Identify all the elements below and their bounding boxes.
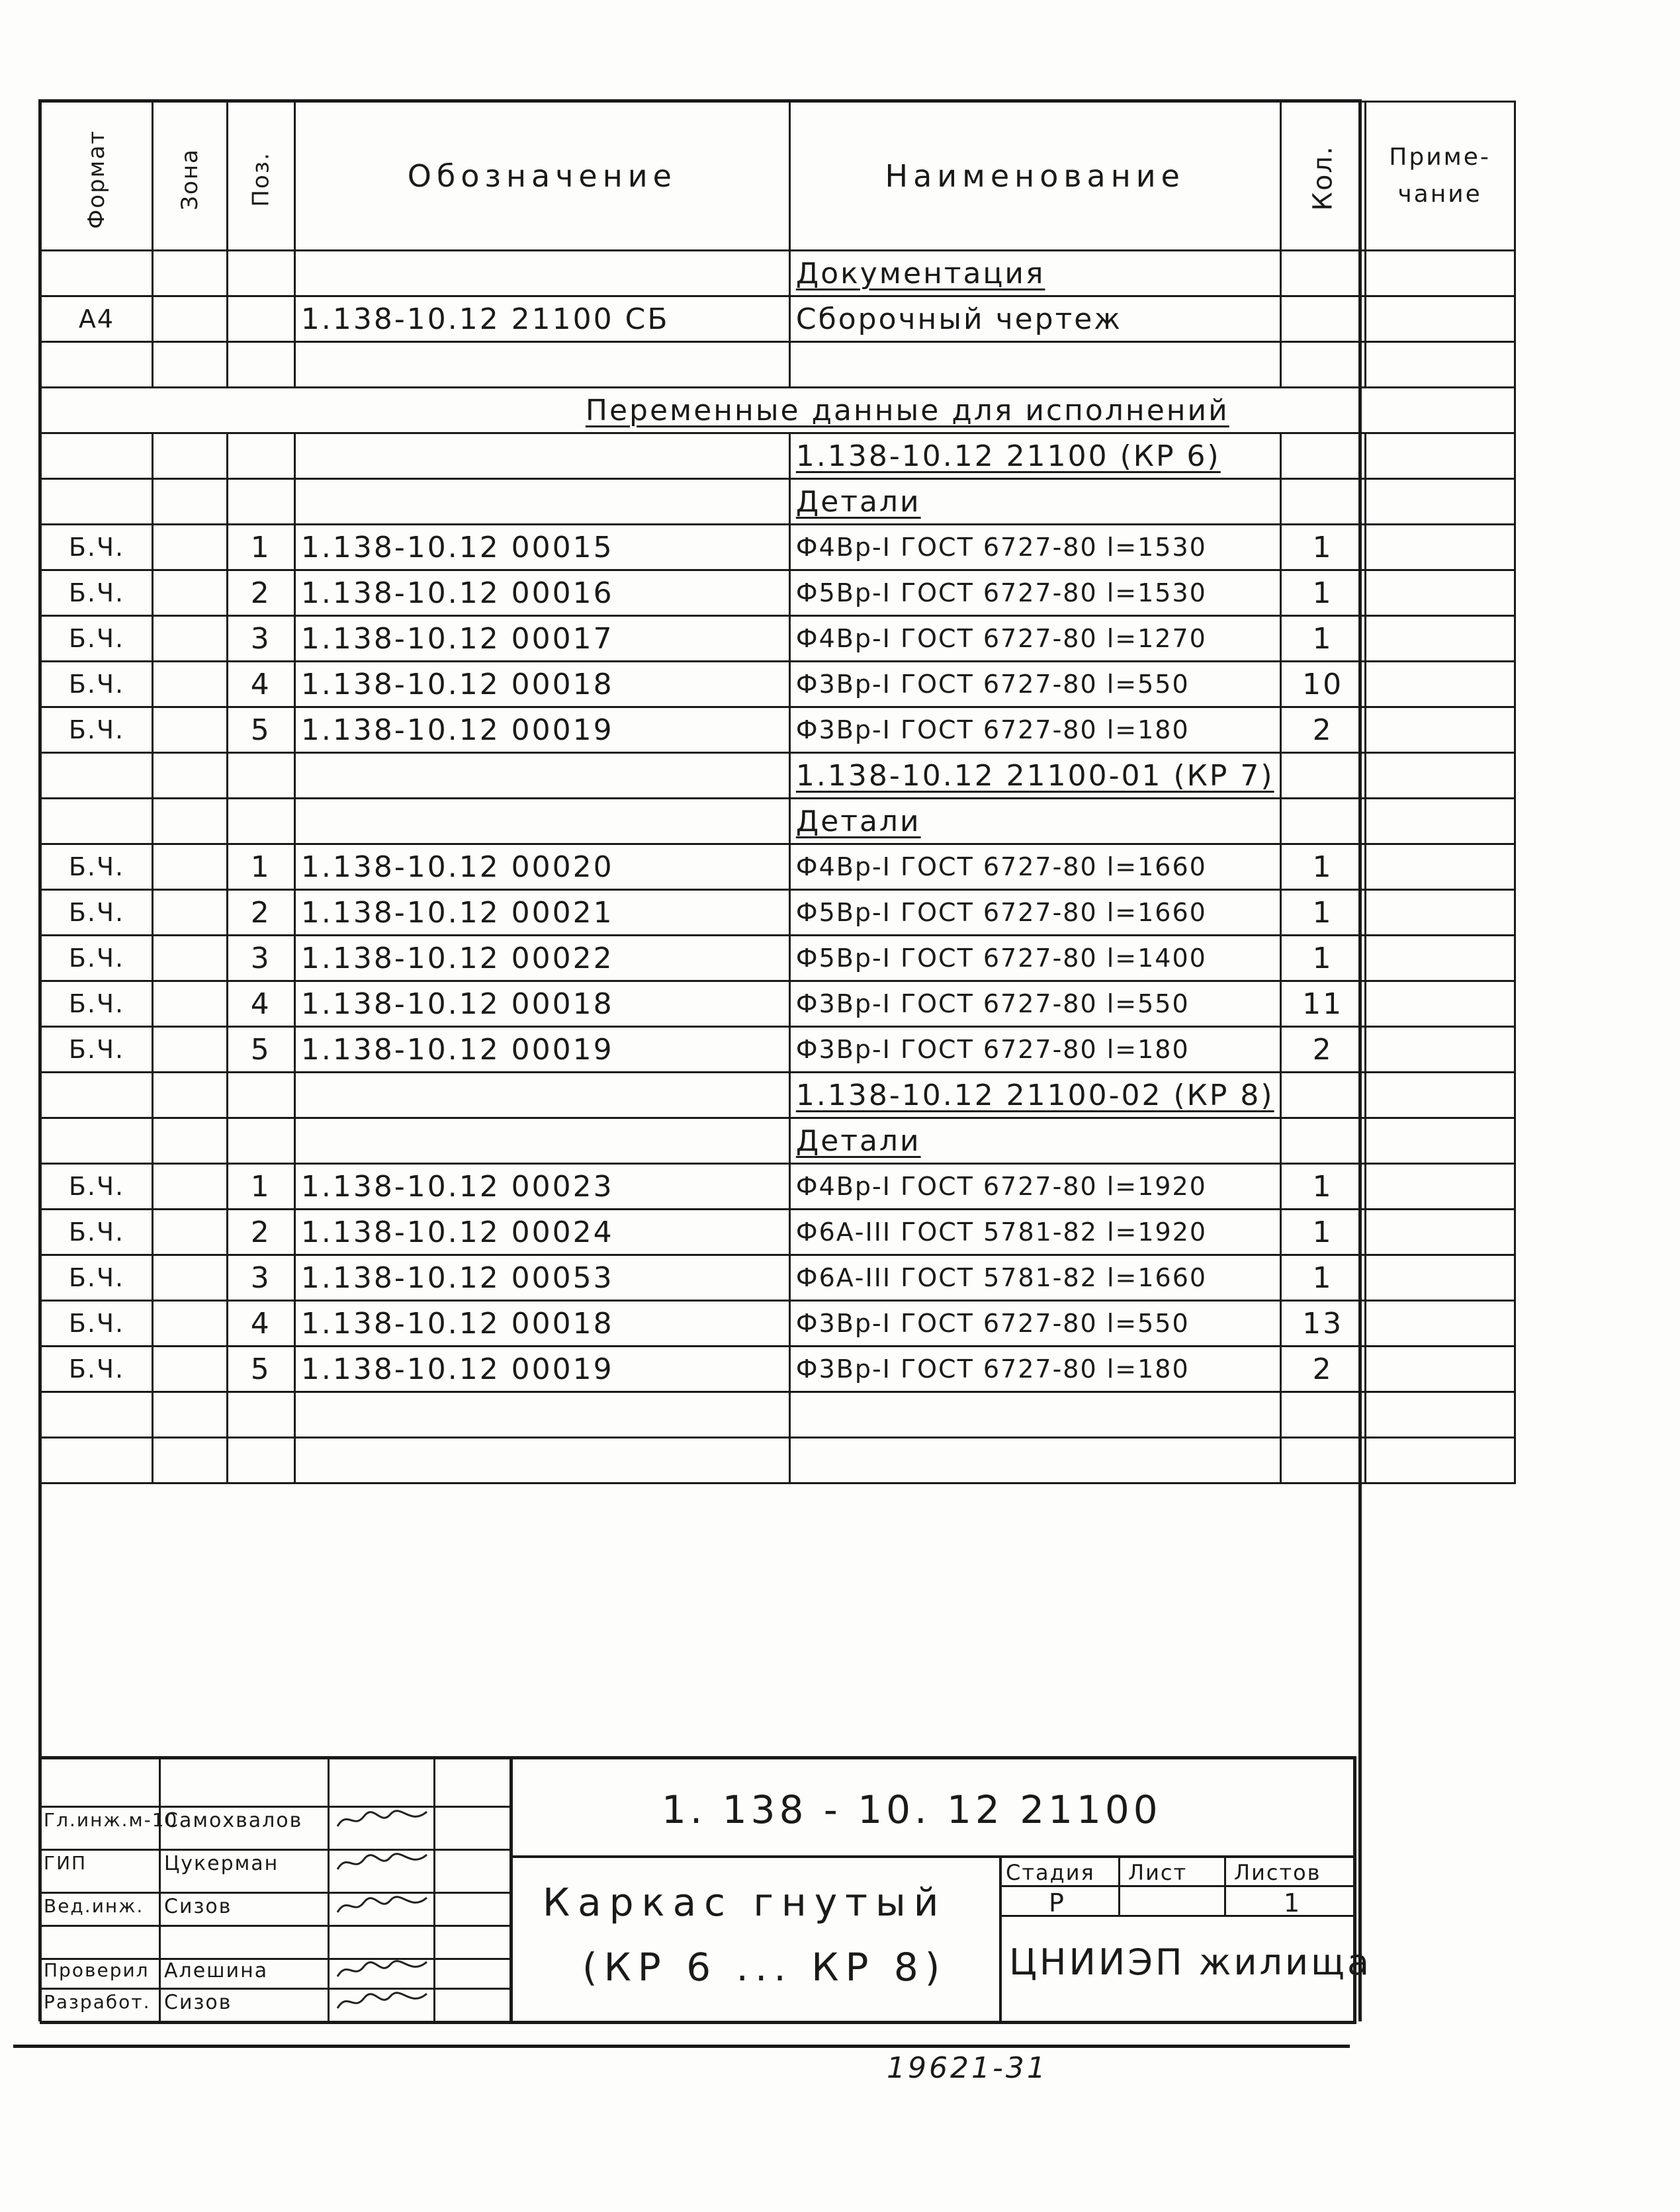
- empty-cell: [294, 1438, 789, 1483]
- bottom-rule: [13, 2045, 1350, 2048]
- empty-cell: [1365, 936, 1515, 981]
- header-designation: Обозначение: [294, 102, 789, 251]
- cell-format: Б.Ч.: [41, 981, 153, 1027]
- cell-pos: 3: [227, 616, 294, 662]
- cell-format: Б.Ч.: [41, 707, 153, 753]
- cell-qty: 1: [1280, 1164, 1365, 1210]
- empty-cell: [152, 296, 227, 342]
- cell-name: Ф5Вр-I ГОСТ 6727-80 l=1660: [789, 890, 1280, 936]
- cell-designation: 1.138-10.12 00053: [294, 1255, 789, 1301]
- variant-row: [41, 433, 1515, 479]
- empty-cell: [1365, 296, 1515, 342]
- section-variable-data: Переменные данные для исполнений: [41, 388, 1515, 433]
- empty-cell: [227, 1438, 294, 1483]
- organization-name: ЦНИИЭП жилища: [1009, 1941, 1372, 1983]
- empty-cell: [1365, 707, 1515, 753]
- empty-cell: [1280, 1392, 1365, 1438]
- empty-cell: [41, 1118, 153, 1164]
- empty-cell: [294, 1073, 789, 1118]
- cell-pos: 4: [227, 662, 294, 707]
- empty-cell: [227, 1073, 294, 1118]
- drawing-subtitle: (КР 6 ... КР 8): [582, 1945, 947, 1990]
- cell-name: Ф6А-III ГОСТ 5781-82 l=1660: [789, 1255, 1280, 1301]
- empty-cell: [294, 251, 789, 296]
- header-qty: Кол.: [1280, 102, 1365, 251]
- handwritten-signature: [334, 1957, 433, 1983]
- table-row: [41, 1027, 1515, 1073]
- cell-name: Ф5Вр-I ГОСТ 6727-80 l=1400: [789, 936, 1280, 981]
- empty-cell: [152, 1210, 227, 1255]
- title-block: [40, 1756, 1372, 2024]
- header-format: Формат: [41, 102, 153, 251]
- empty-cell: [152, 1027, 227, 1073]
- table-row: [41, 936, 1515, 981]
- cell-format: Б.Ч.: [41, 570, 153, 616]
- empty-cell: [41, 1392, 153, 1438]
- table-header-row: [41, 102, 1515, 251]
- table-row: [41, 296, 1515, 342]
- cell-designation: 1.138-10.12 00016: [294, 570, 789, 616]
- empty-cell: [152, 753, 227, 799]
- empty-cell: [1365, 479, 1515, 525]
- empty-cell: [1365, 890, 1515, 936]
- table-row: [41, 981, 1515, 1027]
- empty-cell: [1365, 616, 1515, 662]
- empty-cell: [1280, 479, 1365, 525]
- empty-cell: [1365, 1118, 1515, 1164]
- empty-cell: [1365, 1255, 1515, 1301]
- signature-role: Вед.инж.: [44, 1895, 144, 1917]
- variant-designation: 1.138-10.12 21100 (КР 6): [789, 433, 1280, 479]
- blank-row: [41, 1392, 1515, 1438]
- empty-cell: [227, 799, 294, 844]
- group-row: [41, 799, 1515, 844]
- empty-cell: [152, 981, 227, 1027]
- empty-cell: [227, 433, 294, 479]
- sheets-value: 1: [1284, 1888, 1302, 1918]
- cell-format: Б.Ч.: [41, 662, 153, 707]
- empty-cell: [789, 1392, 1280, 1438]
- table-row: [41, 707, 1515, 753]
- empty-cell: [294, 433, 789, 479]
- empty-cell: [152, 707, 227, 753]
- empty-cell: [789, 342, 1280, 388]
- cell-name: Ф4Вр-I ГОСТ 6727-80 l=1920: [789, 1164, 1280, 1210]
- empty-cell: [1365, 1347, 1515, 1392]
- group-title: Детали: [789, 479, 1280, 525]
- empty-cell: [294, 1118, 789, 1164]
- cell-format: Б.Ч.: [41, 616, 153, 662]
- empty-cell: [152, 662, 227, 707]
- cell-format: Б.Ч.: [41, 890, 153, 936]
- cell-qty: 11: [1280, 981, 1365, 1027]
- cell-qty: 1: [1280, 616, 1365, 662]
- group-title: Детали: [789, 799, 1280, 844]
- empty-cell: [1365, 1027, 1515, 1073]
- table-row: [41, 1210, 1515, 1255]
- cell-pos: 4: [227, 1301, 294, 1347]
- section-documentation: Документация: [789, 251, 1280, 296]
- cell-format: Б.Ч.: [41, 1210, 153, 1255]
- cell-pos: 5: [227, 707, 294, 753]
- empty-cell: [152, 1073, 227, 1118]
- signature-name: Цукерман: [164, 1852, 279, 1875]
- cell-pos: 5: [227, 1027, 294, 1073]
- empty-cell: [41, 799, 153, 844]
- table-row: [41, 1255, 1515, 1301]
- cell-name: Ф4Вр-I ГОСТ 6727-80 l=1530: [789, 525, 1280, 570]
- signature-role: ГИП: [44, 1852, 87, 1874]
- cell-format: Б.Ч.: [41, 1027, 153, 1073]
- empty-cell: [294, 1392, 789, 1438]
- cell-format: Б.Ч.: [41, 1164, 153, 1210]
- empty-cell: [1280, 251, 1365, 296]
- empty-cell: [294, 479, 789, 525]
- cell-qty: 1: [1280, 1210, 1365, 1255]
- empty-cell: [152, 616, 227, 662]
- cell-qty: 2: [1280, 707, 1365, 753]
- cell-name: Сборочный чертеж: [789, 296, 1280, 342]
- cell-name: Ф3Вр-I ГОСТ 6727-80 l=550: [789, 662, 1280, 707]
- empty-cell: [1365, 342, 1515, 388]
- cell-qty: 2: [1280, 1347, 1365, 1392]
- handwritten-signature: [334, 1806, 433, 1833]
- table-row: [41, 1301, 1515, 1347]
- section-row: [41, 251, 1515, 296]
- cell-designation: 1.138-10.12 00023: [294, 1164, 789, 1210]
- variant-designation: 1.138-10.12 21100-02 (КР 8): [789, 1073, 1280, 1118]
- blank-row: [41, 342, 1515, 388]
- table-row: [41, 844, 1515, 890]
- empty-cell: [152, 570, 227, 616]
- cell-pos: 2: [227, 890, 294, 936]
- cell-qty: 1: [1280, 1255, 1365, 1301]
- header-zone: Зона: [152, 102, 227, 251]
- table-row: [41, 525, 1515, 570]
- empty-cell: [1365, 1438, 1515, 1483]
- header-note: Приме- чание: [1365, 102, 1515, 251]
- empty-cell: [152, 1392, 227, 1438]
- empty-cell: [1365, 844, 1515, 890]
- cell-format: А4: [41, 296, 153, 342]
- cell-pos: 4: [227, 981, 294, 1027]
- cell-qty: 1: [1280, 890, 1365, 936]
- cell-name: Ф4Вр-I ГОСТ 6727-80 l=1270: [789, 616, 1280, 662]
- empty-cell: [294, 342, 789, 388]
- empty-cell: [1280, 1073, 1365, 1118]
- cell-format: Б.Ч.: [41, 1255, 153, 1301]
- cell-designation: 1.138-10.12 00019: [294, 1347, 789, 1392]
- empty-cell: [41, 342, 153, 388]
- empty-cell: [152, 936, 227, 981]
- variant-row: [41, 753, 1515, 799]
- empty-cell: [152, 342, 227, 388]
- cell-designation: 1.138-10.12 21100 СБ: [294, 296, 789, 342]
- empty-cell: [227, 1392, 294, 1438]
- empty-cell: [1280, 433, 1365, 479]
- empty-cell: [1365, 753, 1515, 799]
- cell-designation: 1.138-10.12 00018: [294, 981, 789, 1027]
- cell-qty: 1: [1280, 570, 1365, 616]
- group-title: Детали: [789, 1118, 1280, 1164]
- variant-row: [41, 1073, 1515, 1118]
- cell-qty: 2: [1280, 1027, 1365, 1073]
- cell-designation: 1.138-10.12 00017: [294, 616, 789, 662]
- document-number: 1. 138 - 10. 12 21100: [662, 1787, 1162, 1832]
- empty-cell: [41, 433, 153, 479]
- cell-designation: 1.138-10.12 00024: [294, 1210, 789, 1255]
- cell-pos: 2: [227, 1210, 294, 1255]
- empty-cell: [152, 799, 227, 844]
- empty-cell: [1280, 1438, 1365, 1483]
- sheet-label: Лист: [1128, 1860, 1188, 1885]
- cell-qty: 1: [1280, 844, 1365, 890]
- sheets-label: Листов: [1234, 1860, 1321, 1885]
- empty-cell: [227, 753, 294, 799]
- cell-pos: 3: [227, 936, 294, 981]
- empty-cell: [152, 1347, 227, 1392]
- cell-format: Б.Ч.: [41, 1347, 153, 1392]
- empty-cell: [1280, 1118, 1365, 1164]
- cell-designation: 1.138-10.12 00019: [294, 1027, 789, 1073]
- header-pos: Поз.: [227, 102, 294, 251]
- empty-cell: [152, 844, 227, 890]
- cell-pos: 1: [227, 1164, 294, 1210]
- variant-designation: 1.138-10.12 21100-01 (КР 7): [789, 753, 1280, 799]
- empty-cell: [152, 251, 227, 296]
- group-row: [41, 1118, 1515, 1164]
- empty-cell: [41, 479, 153, 525]
- drawing-title: Каркас гнутый: [543, 1880, 947, 1925]
- empty-cell: [1280, 342, 1365, 388]
- signature-role: Разработ.: [44, 1991, 151, 2013]
- stage-label: Стадия: [1006, 1860, 1095, 1885]
- empty-cell: [1365, 1073, 1515, 1118]
- table-row: [41, 616, 1515, 662]
- empty-cell: [789, 1438, 1280, 1483]
- cell-qty: 1: [1280, 936, 1365, 981]
- empty-cell: [294, 753, 789, 799]
- empty-cell: [1365, 570, 1515, 616]
- empty-cell: [152, 1301, 227, 1347]
- table-row: [41, 662, 1515, 707]
- empty-cell: [1365, 525, 1515, 570]
- empty-cell: [1280, 296, 1365, 342]
- empty-cell: [1280, 753, 1365, 799]
- signature-role: Гл.инж.м-10: [44, 1809, 179, 1831]
- cell-name: Ф3Вр-I ГОСТ 6727-80 l=550: [789, 1301, 1280, 1347]
- cell-format: Б.Ч.: [41, 936, 153, 981]
- cell-name: Ф3Вр-I ГОСТ 6727-80 l=180: [789, 1027, 1280, 1073]
- empty-cell: [294, 799, 789, 844]
- empty-cell: [227, 479, 294, 525]
- cell-name: Ф4Вр-I ГОСТ 6727-80 l=1660: [789, 844, 1280, 890]
- empty-cell: [152, 1164, 227, 1210]
- empty-cell: [152, 525, 227, 570]
- cell-pos: 1: [227, 525, 294, 570]
- empty-cell: [227, 1118, 294, 1164]
- signature-name: Сизов: [164, 1991, 232, 2014]
- empty-cell: [41, 251, 153, 296]
- empty-cell: [41, 1073, 153, 1118]
- cell-format: Б.Ч.: [41, 1301, 153, 1347]
- table-row: [41, 1164, 1515, 1210]
- signature-name: Самохвалов: [164, 1809, 303, 1832]
- blank-row: [41, 1438, 1515, 1483]
- empty-cell: [227, 342, 294, 388]
- table-row: [41, 570, 1515, 616]
- cell-name: Ф6А-III ГОСТ 5781-82 l=1920: [789, 1210, 1280, 1255]
- empty-cell: [152, 433, 227, 479]
- empty-cell: [1365, 981, 1515, 1027]
- cell-designation: 1.138-10.12 00021: [294, 890, 789, 936]
- empty-cell: [41, 1438, 153, 1483]
- handwritten-signature: [334, 1988, 433, 2015]
- cell-name: Ф5Вр-I ГОСТ 6727-80 l=1530: [789, 570, 1280, 616]
- cell-designation: 1.138-10.12 00015: [294, 525, 789, 570]
- stage-value: Р: [1049, 1888, 1065, 1918]
- cell-designation: 1.138-10.12 00018: [294, 1301, 789, 1347]
- header-name: Наименование: [789, 102, 1280, 251]
- empty-cell: [1365, 251, 1515, 296]
- group-row: [41, 479, 1515, 525]
- handwritten-signature: [334, 1849, 433, 1876]
- empty-cell: [152, 479, 227, 525]
- cell-name: Ф3Вр-I ГОСТ 6727-80 l=180: [789, 1347, 1280, 1392]
- cell-format: Б.Ч.: [41, 525, 153, 570]
- empty-cell: [1365, 1301, 1515, 1347]
- empty-cell: [227, 296, 294, 342]
- cell-pos: 1: [227, 844, 294, 890]
- specification-table: [40, 101, 1516, 1484]
- signature-role: Проверил: [44, 1959, 150, 1981]
- cell-format: Б.Ч.: [41, 844, 153, 890]
- empty-cell: [152, 1438, 227, 1483]
- section-row: [41, 388, 1515, 433]
- empty-cell: [1365, 433, 1515, 479]
- empty-cell: [41, 753, 153, 799]
- empty-cell: [227, 251, 294, 296]
- signature-name: Сизов: [164, 1895, 232, 1918]
- cell-name: Ф3Вр-I ГОСТ 6727-80 l=180: [789, 707, 1280, 753]
- empty-cell: [1365, 1392, 1515, 1438]
- cell-qty: 10: [1280, 662, 1365, 707]
- table-row: [41, 1347, 1515, 1392]
- empty-cell: [1280, 799, 1365, 844]
- cell-pos: 5: [227, 1347, 294, 1392]
- empty-cell: [1365, 1164, 1515, 1210]
- cell-designation: 1.138-10.12 00020: [294, 844, 789, 890]
- archive-number: 19621-31: [887, 2051, 1048, 2085]
- cell-designation: 1.138-10.12 00022: [294, 936, 789, 981]
- handwritten-signature: [334, 1892, 433, 1919]
- empty-cell: [1365, 1210, 1515, 1255]
- cell-name: Ф3Вр-I ГОСТ 6727-80 l=550: [789, 981, 1280, 1027]
- empty-cell: [1365, 662, 1515, 707]
- empty-cell: [152, 1255, 227, 1301]
- cell-pos: 3: [227, 1255, 294, 1301]
- cell-qty: 1: [1280, 525, 1365, 570]
- cell-pos: 2: [227, 570, 294, 616]
- empty-cell: [152, 890, 227, 936]
- cell-qty: 13: [1280, 1301, 1365, 1347]
- empty-cell: [152, 1118, 227, 1164]
- signature-name: Алешина: [164, 1959, 269, 1982]
- cell-designation: 1.138-10.12 00019: [294, 707, 789, 753]
- empty-cell: [1365, 799, 1515, 844]
- table-row: [41, 890, 1515, 936]
- cell-designation: 1.138-10.12 00018: [294, 662, 789, 707]
